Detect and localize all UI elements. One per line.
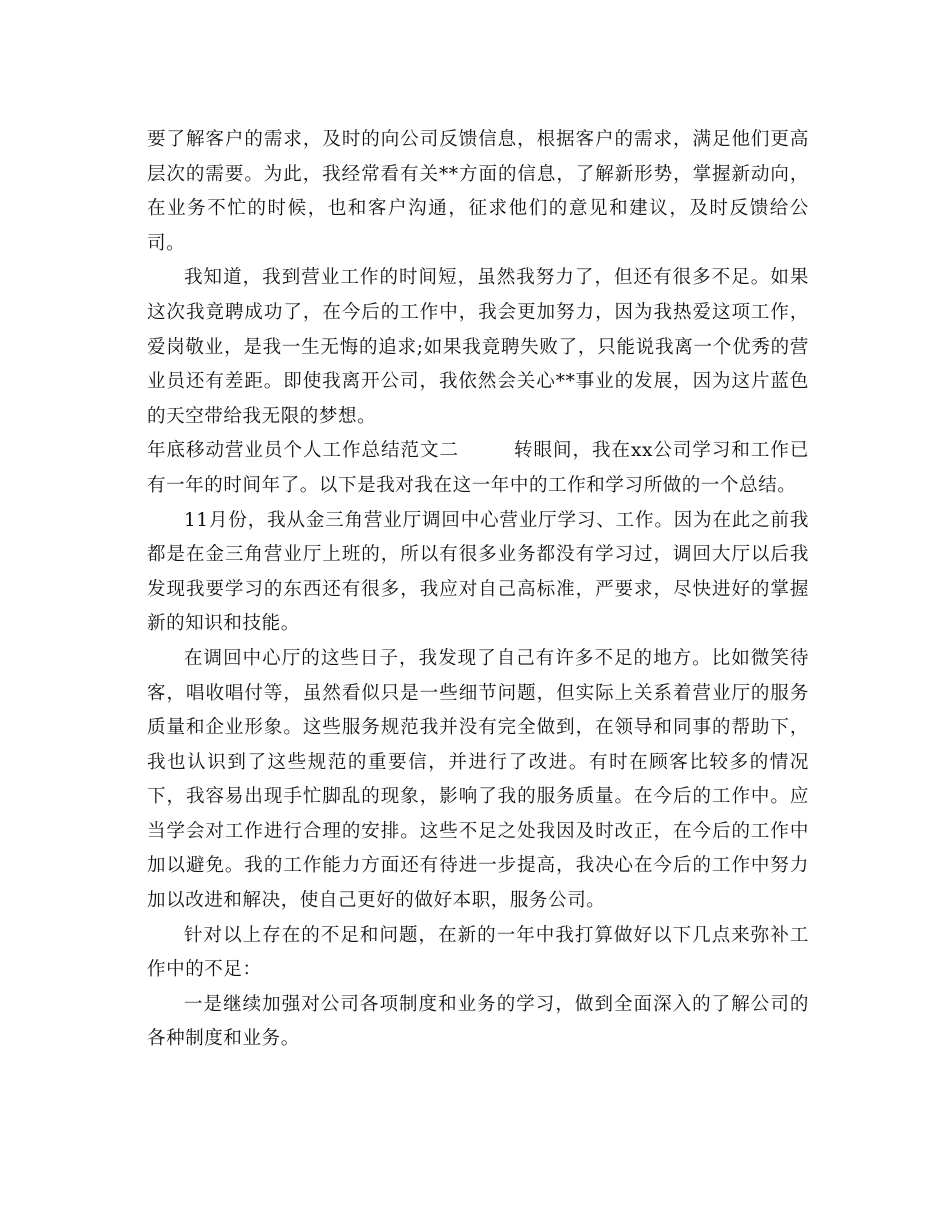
paragraph-3 bbox=[147, 434, 809, 503]
paragraph-1: 要了解客户的需求，及时的向公司反馈信息，根据客户的需求，满足他们更高层次的需要。为此，我经常看有关**方面的信息，了解新形势，掌握新动向，在业务不忙的时候，也和客户沟通，征求他们的意见和建议，及时反馈给公司。 bbox=[147, 129, 809, 254]
paragraph-5: 在调回中心厅的这些日子，我发现了自己有许多不足的地方。比如微笑待客，唱收唱付等，虽然看似只是一些细节问题，但实际上关系着营业厅的服务质量和企业形象。这些服务规范我并没有完全做到，在领导和同事的帮助下，我也认识到了这些规范的重要信，并进行了改进。有时在顾客比较多的情况下，我容易出现手忙脚乱的现象，影响了我的服务质量。在今后的工作中。应当学会对工作进行合理的安排。这些不足之处我因及时改正，在今后的工作中加以避免。我的工作能力方面还有待进一步提高，我决心在今后的工作中努力加以改进和解决，使自己更好的做好本职，服务公司。 bbox=[147, 647, 809, 912]
paragraph-3-text: 转眼间，我在xx公司学习和工作已有一年的时间年了。以下是我对我在这一年中的工作和学习所做的一个总结。 bbox=[147, 440, 810, 496]
section-heading: 年底移动营业员个人工作总结范文二 bbox=[147, 440, 459, 462]
document-body bbox=[147, 123, 809, 1057]
heading-spacer bbox=[459, 440, 514, 461]
paragraph-4: 11月份，我从金三角营业厅调回中心营业厅学习、工作。因为在此之前我都是在金三角营业厅上班的，所以有很多业务都没有学习过，调回大厅以后我发现我要学习的东西还有很多，我应对自己高标准，严要求，尽快进好的掌握新的知识和技能。 bbox=[147, 509, 809, 635]
paragraph-7: 一是继续加强对公司各项制度和业务的学习，做到全面深入的了解公司的各种制度和业务。 bbox=[147, 993, 809, 1050]
paragraph-2: 我知道，我到营业工作的时间短，虽然我努力了，但还有很多不足。如果这次我竟聘成功了，在今后的工作中，我会更加努力，因为我热爱这项工作，爱岗敬业，是我一生无悔的追求;如果我竟聘失败了，只能说我离一个优秀的营业员还有差距。即使我离开公司，我依然会关心**事业的发展，因为这片蓝色的天空带给我无限的梦想。 bbox=[147, 267, 809, 427]
paragraph-6: 针对以上存在的不足和问题，在新的一年中我打算做好以下几点来弥补工作中的不足： bbox=[147, 924, 809, 981]
